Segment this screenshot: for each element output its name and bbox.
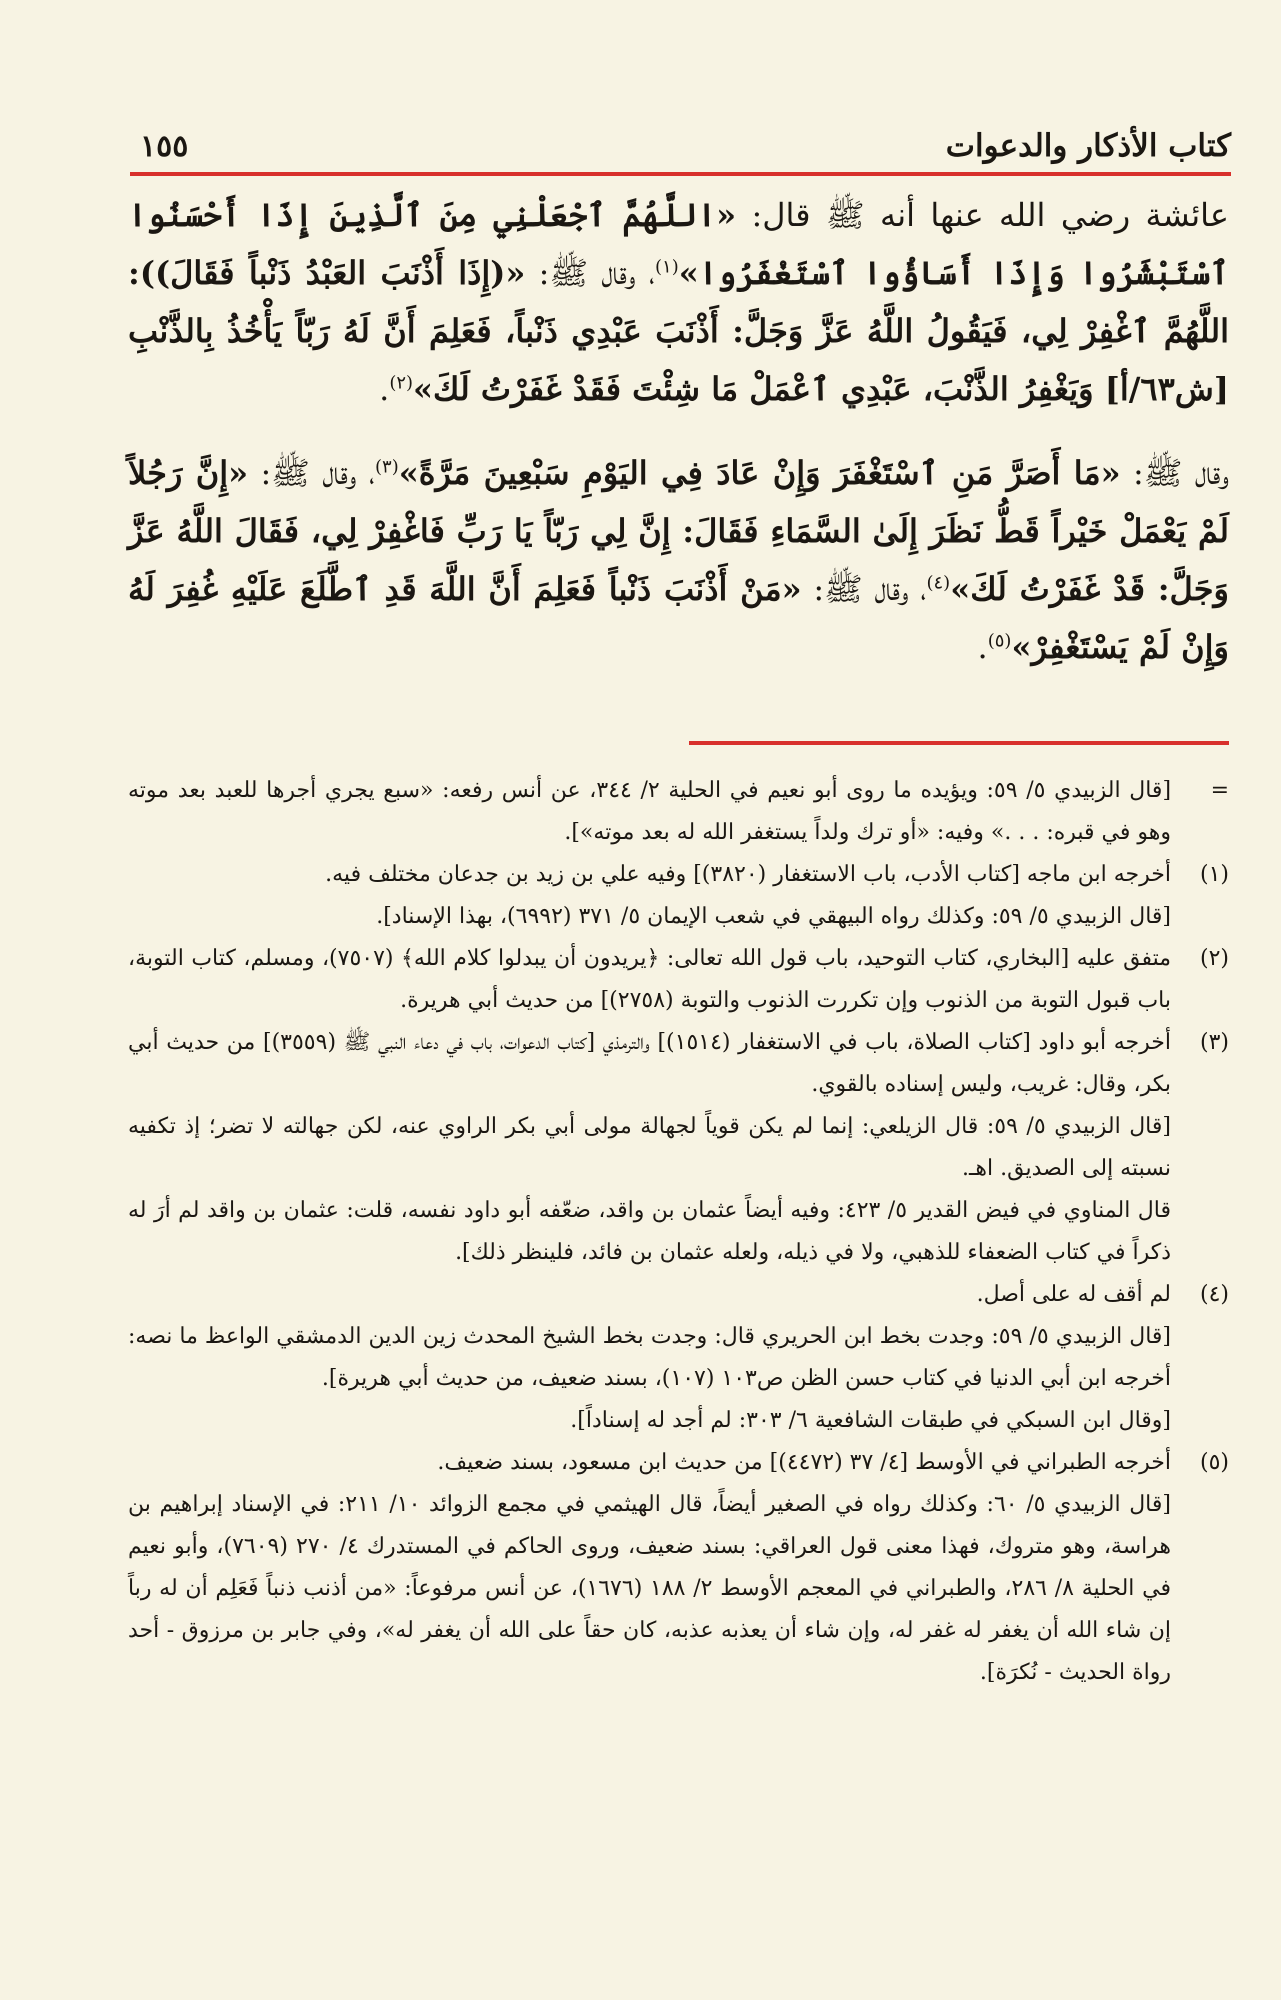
narration-text: وقال ﷺ:	[1120, 454, 1230, 492]
footnote-paragraph: [قال الزبيدي ٥/ ٥٩: وجدت بخط ابن الحريري قال: وجدت بخط الشيخ المحدث زين الدين الدمشقي الواعظ ما نصه: أخرجه ابن أبي الدنيا في كتاب حسن الظن ص١٠٣ (١٠٧)، بسند ضعيف، من حديث أبي هريرة].	[128, 1324, 1171, 1391]
hadith-text: «اللَّهُمَّ ٱجْعَلْنِي مِنَ ٱلَّذِينَ إِذَا أَحْسَنُوا ٱسْتَبْشَرُوا وَإِذَا أَسَاؤُوا ٱسْتَغْفَرُوا»	[128, 196, 1230, 292]
page-number: ١٥٥	[140, 129, 189, 164]
footnote-paragraph: [قال الزبيدي ٥/ ٥٩: قال الزيلعي: إنما لم يكن قوياً لجهالة مولى أبي بكر الراوي عنه، لكن جهالته لا تضر؛ إذ تكفيه نسبته إلى الصديق. اهـ.	[128, 1114, 1171, 1181]
hadith-text: «مَنْ أَذْنَبَ ذَنْباً فَعَلِمَ أَنَّ اللَّهَ قَدِ ٱطَّلَعَ عَلَيْهِ غُفِرَ لَهُ وَإِنْ لَمْ يَسْتَغْفِرْ»	[128, 570, 1229, 666]
footnote-mark: (٤)	[1199, 1282, 1229, 1307]
footnote-mark: (٣)	[1199, 1030, 1229, 1055]
footnote-ref: (٣)	[375, 456, 399, 478]
footnote-ref: (٥)	[987, 630, 1012, 652]
footnote-paragraph: [قال الزبيدي ٥/ ٥٩: ويؤيده ما روى أبو نعيم في الحلية ٢/ ٣٤٤، عن أنس رفعه: «سبع يجري أجرها للعبد بعد موته وهو في قبره: . . .» وفيه: «أو ترك ولداً يستغفر الله له بعد موته»].	[128, 778, 1172, 845]
footnote-body	[128, 854, 1171, 938]
footnote-3	[128, 1022, 1229, 1274]
footnote-paragraph: قال المناوي في فيض القدير ٥/ ٤٢٣: وفيه أيضاً عثمان بن واقد، ضعّفه أبو داود نفسه، قلت: عثمان بن واقد لم أرَ له ذكراً في كتاب الضعفاء للذهبي، ولا في ذيله، ولعله عثمان بن فائد، فلينظر ذلك].	[128, 1198, 1172, 1265]
narration-text: عائشة رضي الله عنها أنه ﷺ قال:	[736, 196, 1230, 234]
narration-text: ، وقال ﷺ:	[801, 570, 927, 608]
running-title: كتاب الأذكار والدعوات	[945, 128, 1231, 164]
footnote-paragraph: [قال الزبيدي ٥/ ٦٠: وكذلك رواه في الصغير أيضاً، قال الهيثمي في مجمع الزوائد ١٠/ ٢١١: في الإسناد إبراهيم بن هراسة، وهو متروك، فهذا معنى قول العراقي: بسند ضعيف، وروى الحاكم في المستدرك ٤/ ٢٧٠ (٧٦٠٩)، وأبو نعيم في الحلية ٨/ ٢٨٦، والطبراني في المعجم الأوسط ٢/ ١٨٨ (١٦٧٦)، عن أنس مرفوعاً: «من أذنب ذنباً فَعَلِم أن له رباً إن شاء الله أن يغفر له غفر له، وإن شاء أن يعذبه عذبه، كان حقاً على الله أن يغفر له»، وفي جابر بن مرزوق - أحد رواة الحديث - نُكرَة].	[128, 1492, 1172, 1685]
footnote-ref: (٢)	[389, 372, 414, 394]
footnote-continued	[128, 770, 1229, 854]
footnote-paragraph: أخرجه ابن ماجه [كتاب الأدب، باب الاستغفار (٣٨٢٠)] وفيه علي بن زيد بن جدعان مختلف فيه.	[325, 862, 1171, 887]
footnote-body	[128, 770, 1171, 854]
footnote-mark: (٢)	[1199, 946, 1229, 971]
footnote-paragraph: متفق عليه [البخاري، كتاب التوحيد، باب قول الله تعالى: ﴿يريدون أن يبدلوا كلام الله﴾ (٧٥٠٧)، ومسلم، كتاب التوبة، باب قبول التوبة من الذنوب وإن تكررت الذنوب والتوبة (٢٧٥٨)] من حديث أبي هريرة.	[128, 946, 1172, 1013]
footnote-4	[128, 1274, 1229, 1442]
main-paragraph-1	[128, 186, 1229, 418]
footnote-ref: (١)	[654, 256, 679, 278]
footnote-1	[128, 854, 1229, 938]
footnote-paragraph: [قال الزبيدي ٥/ ٥٩: وكذلك رواه البيهقي في شعب الإيمان ٥/ ٣٧١ (٦٩٩٢)، بهذا الإسناد].	[376, 904, 1171, 929]
footnote-mark: =	[1210, 778, 1229, 803]
narration-text: .	[379, 370, 390, 408]
footnotes	[128, 770, 1229, 1694]
footnote-paragraph: أخرجه أبو داود [كتاب الصلاة، باب في الاستغفار (١٥١٤)] والترمذي [كتاب الدعوات، باب في دعاء النبي ﷺ (٣٥٥٩)] من حديث أبي بكر، وقال: غريب، وليس إسناده بالقوي.	[128, 1030, 1172, 1097]
footnote-2	[128, 938, 1229, 1022]
main-paragraph-2	[128, 444, 1229, 676]
footnote-mark: (١)	[1199, 862, 1229, 887]
narration-text: ، وقال ﷺ:	[525, 254, 655, 292]
footnote-ref: (٤)	[926, 572, 951, 594]
footnote-mark: (٥)	[1199, 1450, 1229, 1475]
footnote-paragraph: أخرجه الطبراني في الأوسط [٤/ ٣٧ (٤٤٧٢)] من حديث ابن مسعود، بسند ضعيف.	[437, 1450, 1171, 1475]
main-text	[128, 186, 1229, 676]
footnote-body	[128, 938, 1171, 1022]
hadith-text: «إِنَّ رَجُلاً لَمْ يَعْمَلْ خَيْراً قَطُّ نَظَرَ إِلَىٰ السَّمَاءِ فَقَالَ: إِنَّ لِي رَبّاً يَا رَبِّ فَاغْفِرْ لِي، فَقَالَ اللَّهُ عَزَّ وَجَلَّ: قَدْ غَفَرْتُ لَكَ»	[128, 454, 1230, 608]
footnote-5	[128, 1442, 1229, 1694]
footnote-separator	[689, 741, 1229, 745]
hadith-text: «(إِذَا أَذْنَبَ العَبْدُ ذَنْباً فَقَالَ)): اللَّهُمَّ ٱغْفِرْ لِي، فَيَقُولُ اللَّهُ عَزَّ وَجَلَّ: أَذْنَبَ عَبْدِي ذَنْباً، فَعَلِمَ أَنَّ لَهُ رَبّاً يَأْخُذُ بِالذَّنْبِ [ش٦٣/أ] وَيَغْفِرُ الذَّنْبَ، عَبْدِي ٱعْمَلْ مَا شِئْتَ فَقَدْ غَفَرْتُ لَكَ»	[128, 254, 1229, 408]
hadith-text: «مَا أَصَرَّ مَنِ ٱسْتَغْفَرَ وَإِنْ عَادَ فِي اليَوْمِ سَبْعِينَ مَرَّةً»	[398, 454, 1121, 492]
footnote-paragraph: لم أقف له على أصل.	[976, 1282, 1171, 1307]
footnote-body	[128, 1274, 1171, 1442]
header-rule	[130, 172, 1231, 176]
narration-text: ، وقال ﷺ:	[248, 454, 375, 492]
footnote-body	[128, 1442, 1171, 1694]
page-header	[140, 108, 1231, 164]
footnote-paragraph: [وقال ابن السبكي في طبقات الشافعية ٦/ ٣٠٣: لم أجد له إسناداً].	[570, 1408, 1171, 1433]
narration-text: .	[977, 628, 988, 666]
footnote-body	[128, 1022, 1171, 1274]
